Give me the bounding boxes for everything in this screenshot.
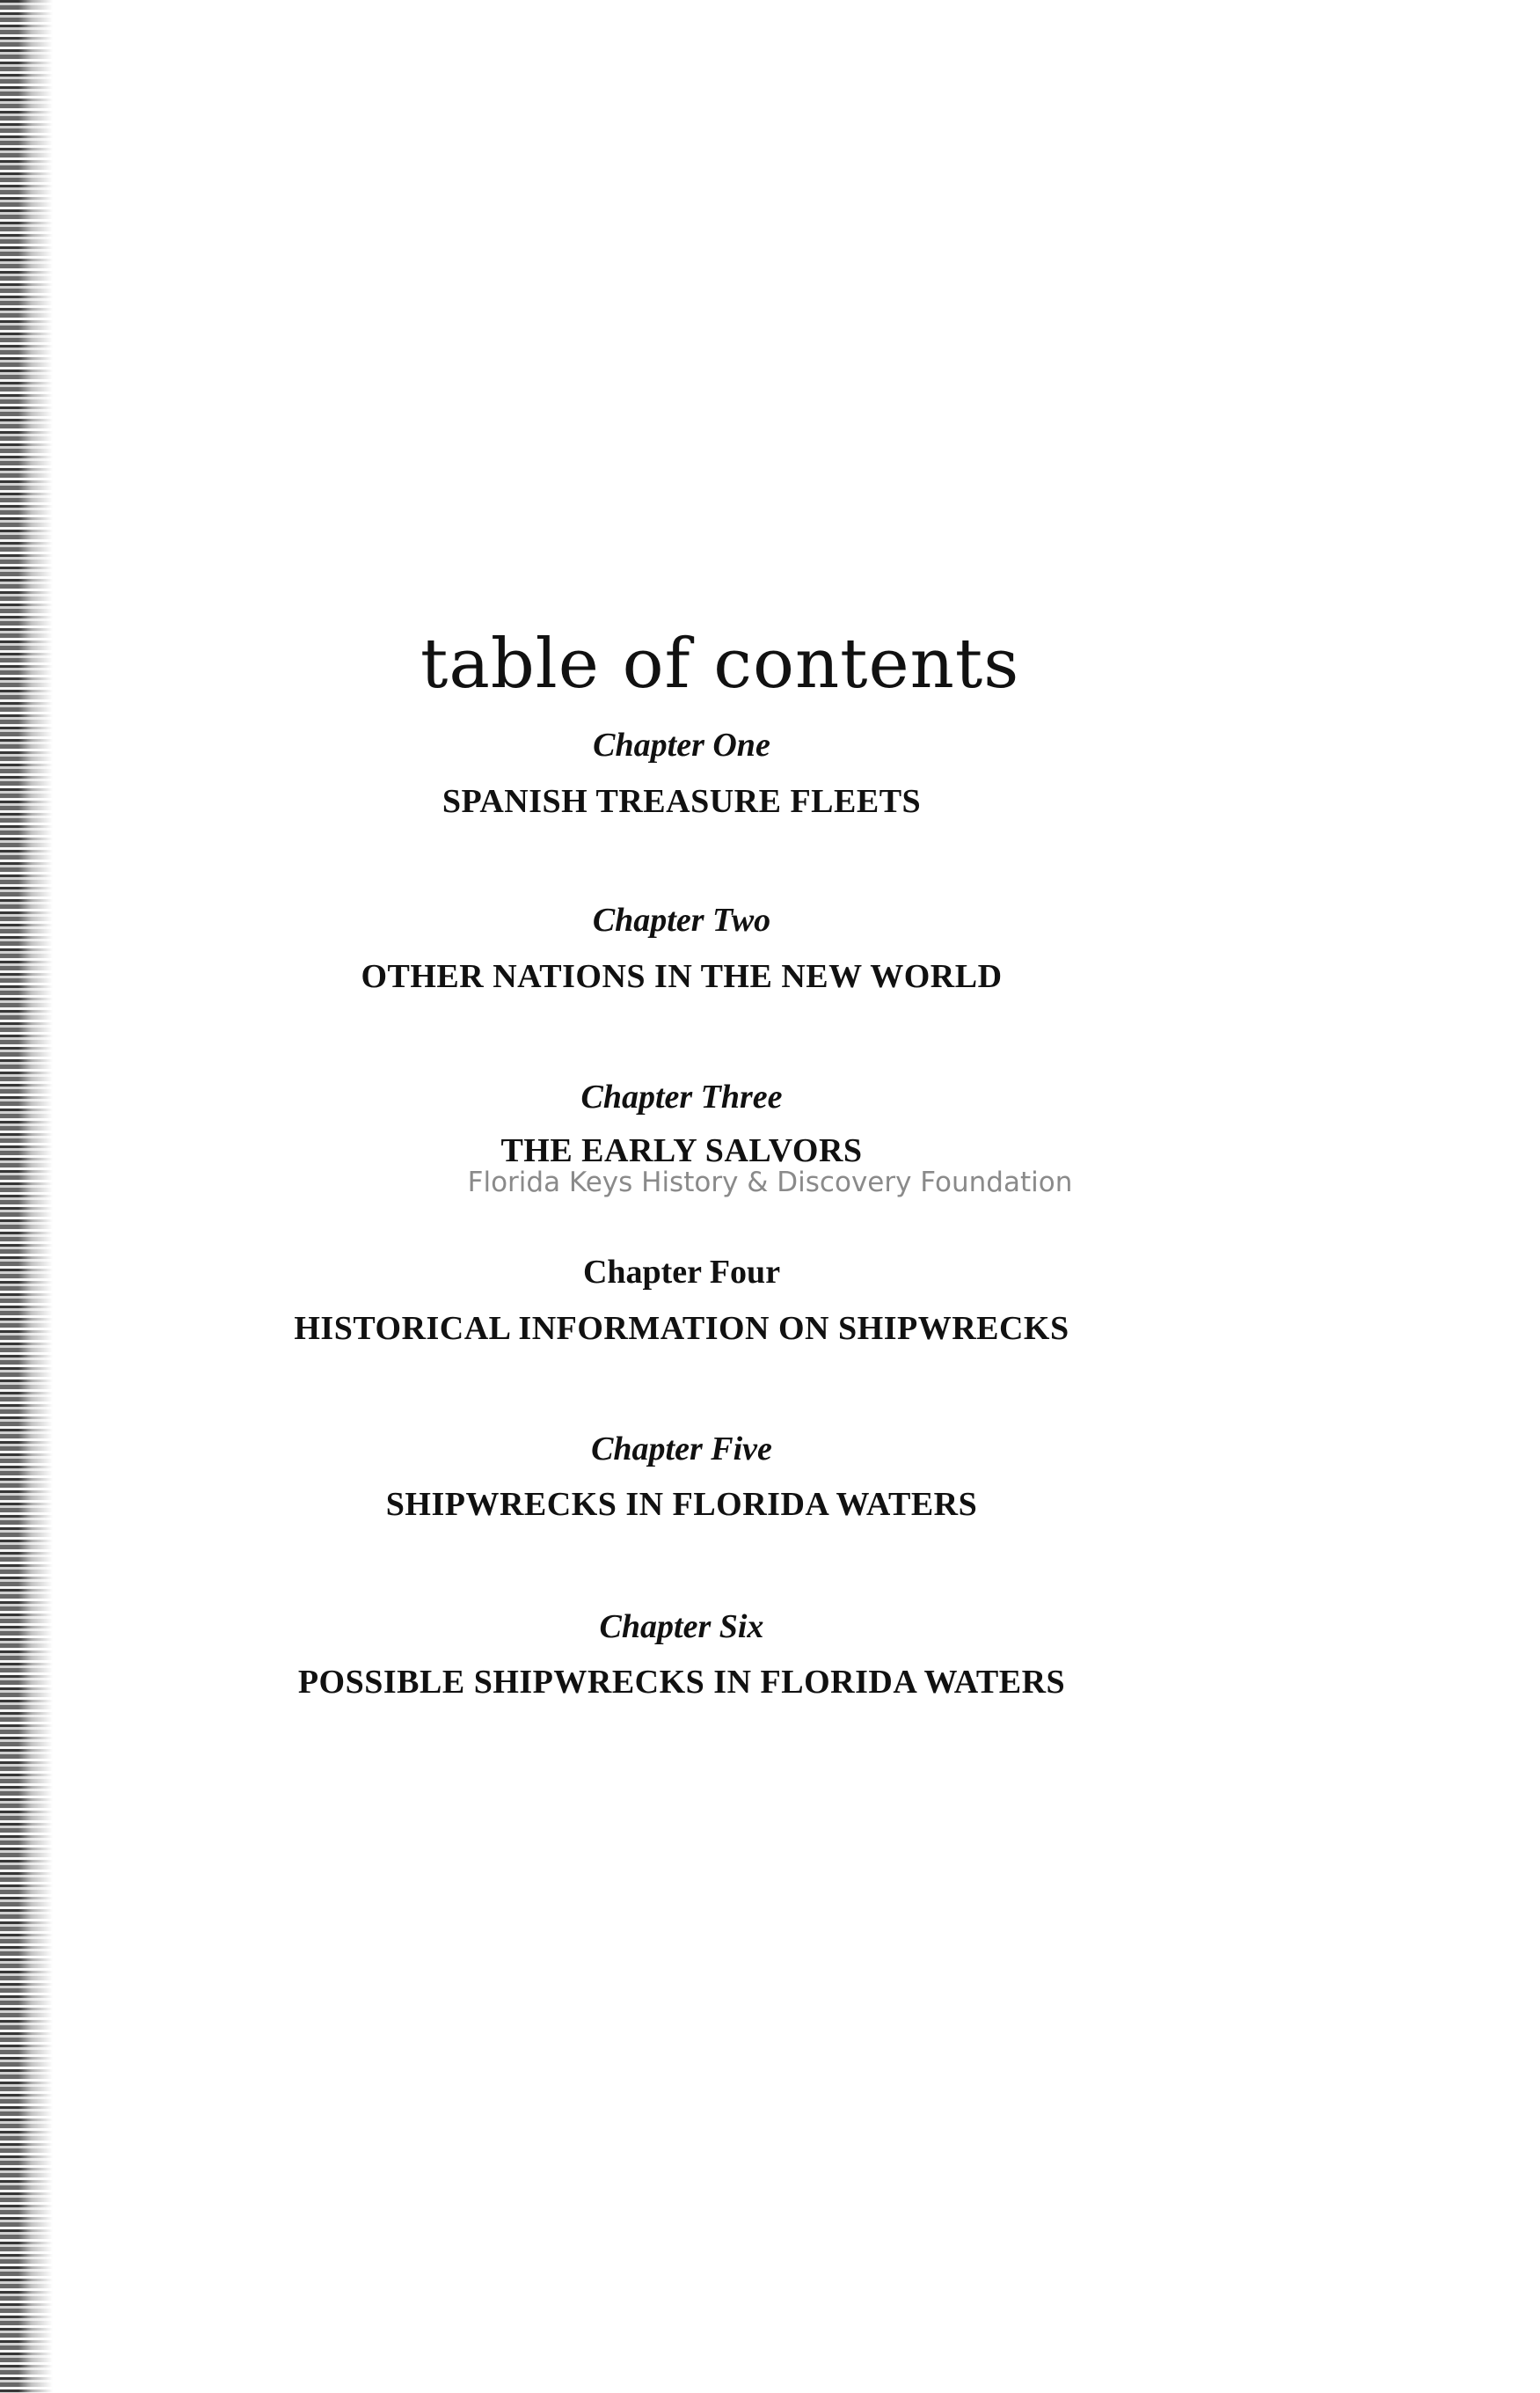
chapter-title: POSSIBLE SHIPWRECKS IN FLORIDA WATERS [297, 1664, 1066, 1701]
chapter-label: Chapter Four [582, 1254, 781, 1291]
watermark: Florida Keys History & Discovery Foundation [467, 1167, 1073, 1198]
chapter-title: SPANISH TREASURE FLEETS [442, 783, 922, 820]
chapter-title: OTHER NATIONS IN THE NEW WORLD [361, 958, 1003, 995]
chapter-title: HISTORICAL INFORMATION ON SHIPWRECKS [294, 1310, 1069, 1347]
chapter-label: Chapter Three [580, 1079, 783, 1116]
chapter-label: Chapter Five [591, 1431, 772, 1467]
chapter-label: Chapter Six [599, 1608, 764, 1645]
chapter-label: Chapter One [593, 727, 770, 764]
page-title: table of contents [420, 625, 1020, 704]
chapter-title: SHIPWRECKS IN FLORIDA WATERS [385, 1486, 978, 1523]
chapter-title: THE EARLY SALVORS [500, 1132, 863, 1169]
chapter-label: Chapter Two [592, 902, 771, 939]
